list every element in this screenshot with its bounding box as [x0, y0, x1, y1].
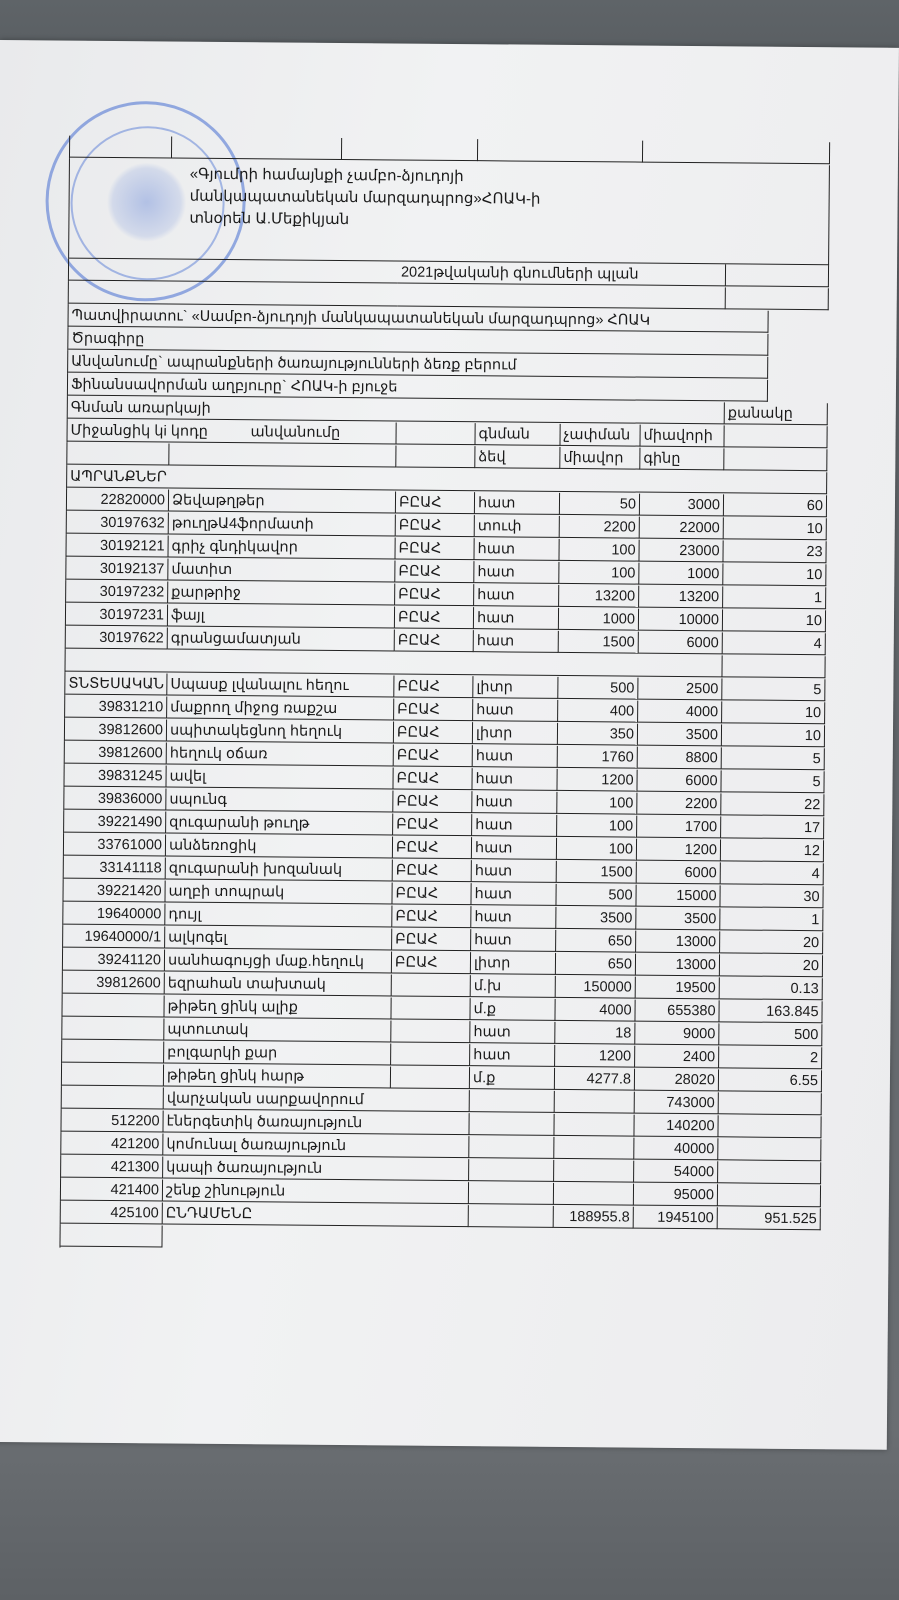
item-total: 8800: [638, 747, 722, 770]
approval-line-3: տնօրեն Ա.Մեքիկյան: [189, 209, 350, 229]
item-unit: հատ: [472, 860, 557, 883]
item-unit: լիտր: [471, 952, 556, 975]
item-method: ԲԸԱՀ: [395, 560, 474, 583]
item-unit: հատ: [475, 492, 560, 515]
item-unit: հատ: [472, 791, 557, 814]
service-blank: [469, 1159, 554, 1182]
service-blank: [718, 1138, 821, 1161]
item-method: ԲԸԱՀ: [392, 882, 471, 905]
item-price: 500: [558, 677, 638, 700]
method-header: գնման: [475, 423, 560, 446]
item-method: ԲԸԱՀ: [395, 583, 474, 606]
item-code: [62, 1064, 164, 1087]
funding-line: Ֆինանսավորման աղբյուրը` ՀՈԱԿ-ի բյուջե: [68, 374, 768, 402]
goods-rows: [65, 489, 826, 657]
item-total: 4000: [638, 701, 722, 724]
item-code: ՏՆՏԵՍԱԿԱՆ: [65, 673, 167, 696]
item-price: 100: [559, 562, 639, 585]
item-code: [62, 1041, 164, 1064]
service-name: էներգետիկ ծառայություն: [163, 1110, 469, 1135]
item-unit: լիտր: [473, 676, 558, 699]
name-line: Անվանումը` ապրանքների ծառայությունների ձեռք բերում: [68, 351, 768, 379]
service-code: 421400: [61, 1179, 163, 1202]
program-line: Ծրագիրը: [68, 328, 768, 356]
service-blank: [718, 1115, 821, 1138]
item-qty: 10: [722, 701, 825, 724]
name-header: անվանումը: [250, 424, 341, 441]
procurement-table: [59, 136, 829, 1255]
item-method: ԲԸԱՀ: [396, 514, 475, 537]
item-qty: 60: [724, 494, 827, 517]
item-name: գրանցամատյան: [168, 627, 395, 651]
item-name: անձեռոցիկ: [166, 834, 393, 858]
item-code: 30197632: [67, 512, 169, 535]
item-qty: 5: [722, 747, 825, 770]
item-price: 350: [558, 723, 638, 746]
item-method: ԲԸԱՀ: [392, 905, 471, 928]
item-total: 6000: [637, 862, 721, 885]
item-qty: 10: [722, 724, 825, 747]
item-name: մաքրող միջոց ռաքշա: [167, 696, 394, 720]
item-price: 1200: [555, 1045, 635, 1068]
totals-code: 425100: [61, 1202, 163, 1225]
services-rows: [60, 1087, 821, 1209]
item-code: 39836000: [64, 788, 166, 811]
item-code: [62, 995, 164, 1018]
item-name: սանհագույցի մաք.հեղուկ: [165, 949, 392, 973]
item-code: 39221490: [64, 811, 166, 834]
item-name: դույլ: [165, 903, 392, 927]
item-price: 4277.8: [555, 1068, 635, 1091]
item-method: ԲԸԱՀ: [393, 790, 472, 813]
item-price: 100: [557, 838, 637, 861]
item-qty: 6.55: [719, 1069, 822, 1092]
item-method: ԲԸԱՀ: [392, 928, 471, 951]
item-unit: հատ: [472, 814, 557, 837]
service-blank: [470, 1090, 555, 1113]
item-total: 13000: [636, 931, 720, 954]
item-qty: 22: [721, 793, 824, 816]
procurement-label: Գնման առարկայի: [68, 397, 725, 425]
item-total: 2500: [638, 678, 722, 701]
item-unit: մ.ք: [470, 1067, 555, 1090]
item-code: 19640000/1: [63, 926, 165, 949]
item-price: 1500: [557, 861, 637, 884]
item-name: գրիչ գնդիկավոր: [168, 535, 395, 559]
service-total: 40000: [634, 1138, 718, 1161]
item-qty: 10: [723, 609, 826, 632]
item-method: ԲԸԱՀ: [394, 744, 473, 767]
item-qty: 30: [720, 885, 823, 908]
service-code: 421300: [61, 1156, 163, 1179]
item-method: ԲԸԱՀ: [393, 859, 472, 882]
item-qty: 10: [723, 563, 826, 586]
item-qty: 20: [720, 931, 823, 954]
plan-title: 2021թվականի գնումների պլան: [398, 261, 726, 286]
item-price: 100: [557, 792, 637, 815]
service-blank: [469, 1182, 554, 1205]
item-qty: 5: [722, 678, 825, 701]
item-unit: հատ: [470, 1021, 555, 1044]
item-price: 650: [556, 930, 636, 953]
service-total: 54000: [634, 1161, 718, 1184]
item-unit: հատ: [472, 768, 557, 791]
item-unit: լիտր: [473, 722, 558, 745]
item-code: 39812600: [63, 972, 165, 995]
item-code: 33761000: [64, 834, 166, 857]
item-total: 1200: [637, 839, 721, 862]
item-method: ԲԸԱՀ: [394, 698, 473, 721]
service-code: 512200: [61, 1110, 163, 1133]
item-qty: 1: [723, 586, 826, 609]
item-code: 30197231: [66, 604, 168, 627]
item-price: 100: [557, 815, 637, 838]
item-total: 2400: [635, 1046, 719, 1069]
code-header: Միջանցիկ կi կոդը: [67, 420, 396, 445]
item-code: [62, 1018, 164, 1041]
item-unit: հատ: [473, 699, 558, 722]
item-name: մատիտ: [168, 558, 395, 582]
item-method: ԲԸԱՀ: [394, 675, 473, 698]
item-total: 19500: [636, 977, 720, 1000]
totals-label: ԸՆԴԱՄԵՆԸ: [163, 1202, 469, 1227]
item-name: ալկոգել: [165, 926, 392, 950]
item-qty: 0.13: [720, 977, 823, 1000]
item-name: զուգարանի թուղթ: [166, 811, 393, 835]
item-name: զուգարանի խոզանակ: [166, 857, 393, 881]
customer-line: Պատվիրատու` «Սամբո-ձյուդոյի մանկապատանեկան մարզադպրոց» ՀՈԱԿ: [69, 305, 769, 333]
service-blank: [555, 1091, 635, 1114]
item-price: 50: [560, 493, 640, 516]
paper-sheet: [0, 40, 899, 1450]
item-code: 22820000: [67, 489, 169, 512]
item-unit: մ.խ: [471, 975, 556, 998]
unit-header: չափման: [560, 424, 640, 447]
item-method: ԲԸԱՀ: [395, 606, 474, 629]
approval-header: [68, 159, 829, 266]
service-name: կապի ծառայություն: [163, 1156, 469, 1181]
item-method: ԲԸԱՀ: [392, 951, 471, 974]
item-qty: 4: [723, 632, 826, 655]
item-name: թիթեղ ցինկ ալիք: [164, 995, 391, 1019]
item-method: ԲԸԱՀ: [395, 629, 474, 652]
service-blank: [719, 1092, 822, 1115]
item-name: թուղթԱ4ֆորմատի: [169, 512, 396, 536]
item-price: 2200: [560, 516, 640, 539]
item-unit: հատ: [472, 837, 557, 860]
item-method: [391, 997, 470, 1020]
section-goods: ԱՊՐԱՆՔՆԵՐ: [67, 466, 827, 495]
item-code: 39241120: [63, 949, 165, 972]
item-total: 1000: [639, 563, 723, 586]
item-unit: հատ: [471, 906, 556, 929]
item-unit: հատ: [471, 929, 556, 952]
item-qty: 20: [720, 954, 823, 977]
item-total: 6000: [639, 632, 723, 655]
item-code: 30197232: [66, 581, 168, 604]
item-name: Ձեվաթղթեր: [169, 489, 396, 513]
service-name: վարչական սարքավորում: [164, 1087, 470, 1112]
item-qty: 10: [724, 517, 827, 540]
item-name: Սպասք լվանալու հեղու: [167, 673, 394, 697]
item-name: սպունգ: [166, 788, 393, 812]
item-method: [391, 1020, 470, 1043]
item-code: 39221420: [63, 880, 165, 903]
item-code: 30192137: [66, 558, 168, 581]
totals-price: 188955.8: [554, 1206, 634, 1229]
item-name: հեղուկ օճառ: [167, 742, 394, 766]
service-blank: [469, 1113, 554, 1136]
item-qty: 12: [721, 839, 824, 862]
item-total: 6000: [637, 770, 721, 793]
item-name: քարթրիջ: [168, 581, 395, 605]
quantity-label: քանակը: [725, 402, 828, 425]
item-code: 30192121: [66, 535, 168, 558]
item-code: 33141118: [64, 857, 166, 880]
service-blank: [554, 1114, 634, 1137]
service-name: կոմունալ ծառայություն: [163, 1133, 469, 1158]
item-method: ԲԸԱՀ: [393, 767, 472, 790]
service-name: շենք շինություն: [163, 1179, 469, 1204]
totals-total: 1945100: [634, 1207, 718, 1230]
item-price: 100: [559, 539, 639, 562]
item-total: 13200: [639, 586, 723, 609]
item-name: աղբի տոպրակ: [165, 880, 392, 904]
item-unit: հատ: [473, 745, 558, 768]
item-qty: 1: [720, 908, 823, 931]
method-header-2: ձեվ: [475, 446, 560, 469]
item-code: 39812600: [65, 719, 167, 742]
item-total: 22000: [640, 517, 724, 540]
item-price: 1000: [559, 608, 639, 631]
service-total: 140200: [634, 1115, 718, 1138]
item-method: [391, 1066, 470, 1089]
item-total: 10000: [639, 609, 723, 632]
item-method: ԲԸԱՀ: [395, 537, 474, 560]
item-code: 39812600: [65, 742, 167, 765]
item-code: 39831210: [65, 696, 167, 719]
item-qty: 500: [719, 1023, 822, 1046]
item-method: [391, 1043, 470, 1066]
item-unit: հատ: [474, 561, 559, 584]
service-blank: [469, 1136, 554, 1159]
service-code: [62, 1087, 164, 1110]
item-total: 13000: [636, 954, 720, 977]
item-qty: 23: [723, 540, 826, 563]
item-method: ԲԸԱՀ: [393, 836, 472, 859]
item-total: 2200: [637, 793, 721, 816]
unit-header-2: միավոր: [560, 447, 640, 470]
item-total: 3000: [640, 494, 724, 517]
service-total: 95000: [634, 1184, 718, 1207]
approval-line-1: «Գյումրի համայնքի չամբո-ձյուդոյի: [189, 165, 464, 186]
item-price: 1760: [558, 746, 638, 769]
item-unit: մ.ք: [470, 998, 555, 1021]
item-unit: հատ: [474, 538, 559, 561]
item-price: 650: [556, 953, 636, 976]
item-method: ԲԸԱՀ: [396, 491, 475, 514]
service-code: 421200: [61, 1133, 163, 1156]
item-unit: հատ: [474, 607, 559, 630]
item-price: 4000: [555, 999, 635, 1022]
item-method: ԲԸԱՀ: [393, 813, 472, 836]
item-name: սպիտակեցնող հեղուկ: [167, 719, 394, 743]
item-price: 400: [558, 700, 638, 723]
item-price: 3500: [556, 907, 636, 930]
item-name: ֆայլ: [168, 604, 395, 628]
item-name: ավել: [166, 765, 393, 789]
item-code: 39831245: [64, 765, 166, 788]
item-code: 19640000: [63, 903, 165, 926]
item-qty: 2: [719, 1046, 822, 1069]
item-name: բոլգարկի քար: [164, 1041, 391, 1065]
service-blank: [554, 1137, 634, 1160]
price-header: միավորի: [640, 425, 724, 448]
item-total: 28020: [635, 1069, 719, 1092]
item-price: 1200: [557, 769, 637, 792]
item-total: 23000: [639, 540, 723, 563]
item-price: 150000: [556, 976, 636, 999]
item-name: եզրահան տախտակ: [165, 972, 392, 996]
item-code: 30197622: [66, 627, 168, 650]
item-total: 15000: [636, 885, 720, 908]
service-blank: [554, 1160, 634, 1183]
item-qty: 163.845: [719, 1000, 822, 1023]
item-name: թիթեղ ցինկ հարթ: [164, 1064, 391, 1088]
item-total: 3500: [638, 724, 722, 747]
item-total: 655380: [635, 1000, 719, 1023]
approval-line-2: մանկապատանեկան մարզադպրոց»ՀՈԱԿ-ի: [189, 187, 541, 208]
item-unit: հատ: [470, 1044, 555, 1067]
item-price: 1500: [559, 631, 639, 654]
item-total: 9000: [635, 1023, 719, 1046]
item-method: [392, 974, 471, 997]
household-rows: [61, 673, 825, 1094]
item-price: 500: [556, 884, 636, 907]
item-method: ԲԸԱՀ: [394, 721, 473, 744]
service-blank: [718, 1184, 821, 1207]
item-unit: հատ: [474, 630, 559, 653]
item-total: 1700: [637, 816, 721, 839]
service-blank: [554, 1183, 634, 1206]
service-blank: [718, 1161, 821, 1184]
item-qty: 4: [721, 862, 824, 885]
item-total: 3500: [636, 908, 720, 931]
item-unit: հատ: [471, 883, 556, 906]
price-header-2: գինը: [640, 448, 724, 471]
item-unit: հատ: [474, 584, 559, 607]
service-total: 743000: [635, 1092, 719, 1115]
item-qty: 17: [721, 816, 824, 839]
item-price: 13200: [559, 585, 639, 608]
item-name: պտուտակ: [164, 1018, 391, 1042]
item-qty: 5: [721, 770, 824, 793]
item-price: 18: [555, 1022, 635, 1045]
item-unit: տուփ: [475, 515, 560, 538]
totals-qty: 951.525: [718, 1207, 821, 1230]
